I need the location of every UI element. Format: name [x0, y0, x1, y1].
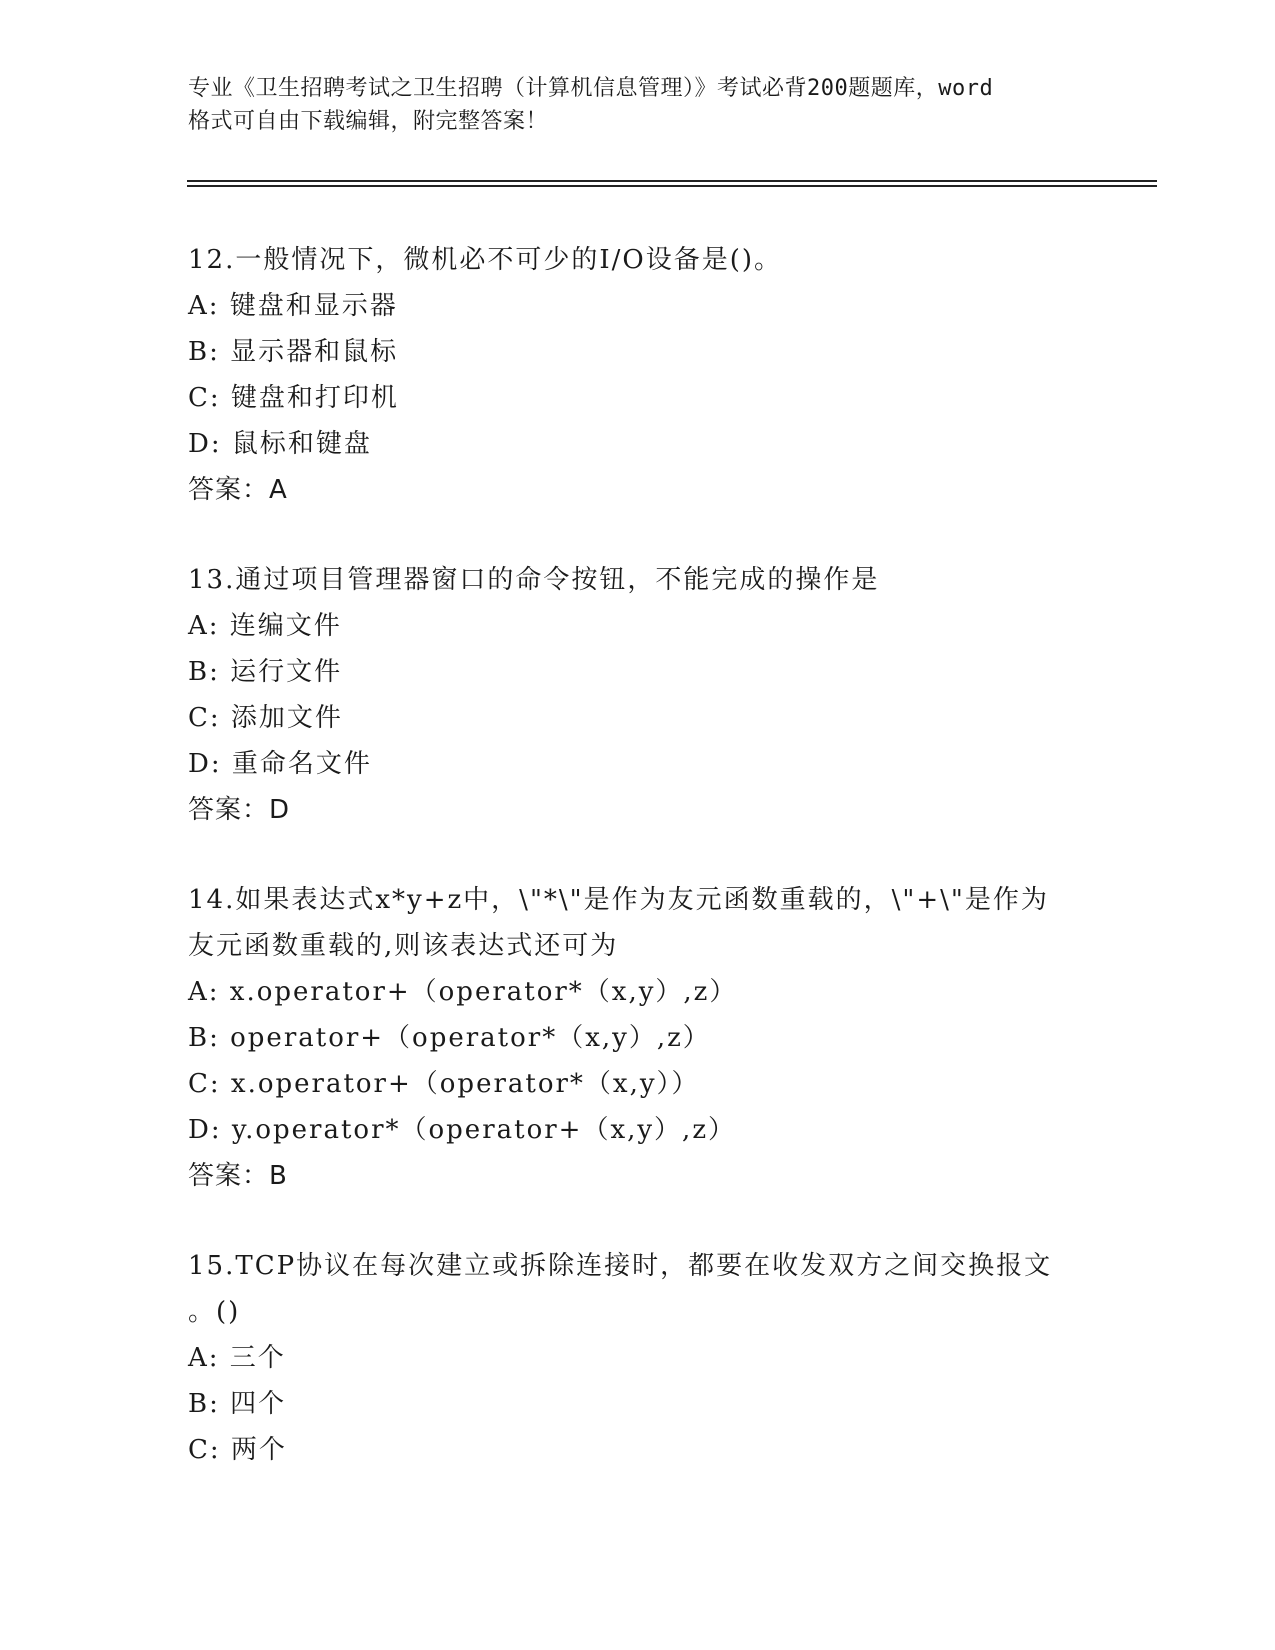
option-a: A: 连编文件: [188, 611, 342, 641]
question-stem: 12.一般情况下，微机必不可少的I/O设备是()。: [188, 245, 782, 275]
header-line-1: 专业《卫生招聘考试之卫生招聘（计算机信息管理）》考试必背200题题库，word: [188, 76, 994, 101]
question-12: [188, 237, 1088, 513]
option-c: C: x.operator+（operator*（x,y））: [188, 1069, 700, 1099]
option-c: C: 键盘和打印机: [188, 383, 399, 413]
question-stem: 13.通过项目管理器窗口的命令按钮，不能完成的操作是: [188, 565, 880, 595]
question-15: [188, 1243, 1088, 1473]
option-b: B: operator+（operator*（x,y）,z）: [188, 1023, 711, 1053]
header-divider-top: [187, 180, 1157, 182]
answer: 答案：D: [188, 795, 291, 825]
option-b: B: 运行文件: [188, 657, 343, 687]
option-c: C: 两个: [188, 1435, 287, 1465]
option-d: D: 重命名文件: [188, 749, 372, 779]
answer: 答案：B: [188, 1161, 288, 1191]
question-stem-line-2: 。(): [188, 1297, 241, 1327]
question-stem-line-1: 15.TCP协议在每次建立或拆除连接时，都要在收发双方之间交换报文: [188, 1251, 1053, 1281]
question-13: [188, 557, 1088, 833]
question-14: [188, 877, 1088, 1199]
question-stem-line-2: 友元函数重载的,则该表达式还可为: [188, 931, 619, 961]
document-header: [188, 72, 1088, 138]
header-divider-bottom: [187, 185, 1157, 187]
option-d: D: 鼠标和键盘: [188, 429, 372, 459]
option-b: B: 显示器和鼠标: [188, 337, 399, 367]
question-stem-line-1: 14.如果表达式x*y+z中，\"*\"是作为友元函数重载的，\"+\"是作为: [188, 885, 1049, 915]
option-b: B: 四个: [188, 1389, 287, 1419]
option-a: A: 键盘和显示器: [188, 291, 398, 321]
header-line-2: 格式可自由下载编辑，附完整答案！: [188, 109, 549, 134]
option-c: C: 添加文件: [188, 703, 343, 733]
option-a: A: 三个: [188, 1343, 286, 1373]
answer: 答案：A: [188, 475, 288, 505]
option-d: D: y.operator*（operator+（x,y）,z）: [188, 1115, 737, 1145]
option-a: A: x.operator+（operator*（x,y）,z）: [188, 977, 738, 1007]
